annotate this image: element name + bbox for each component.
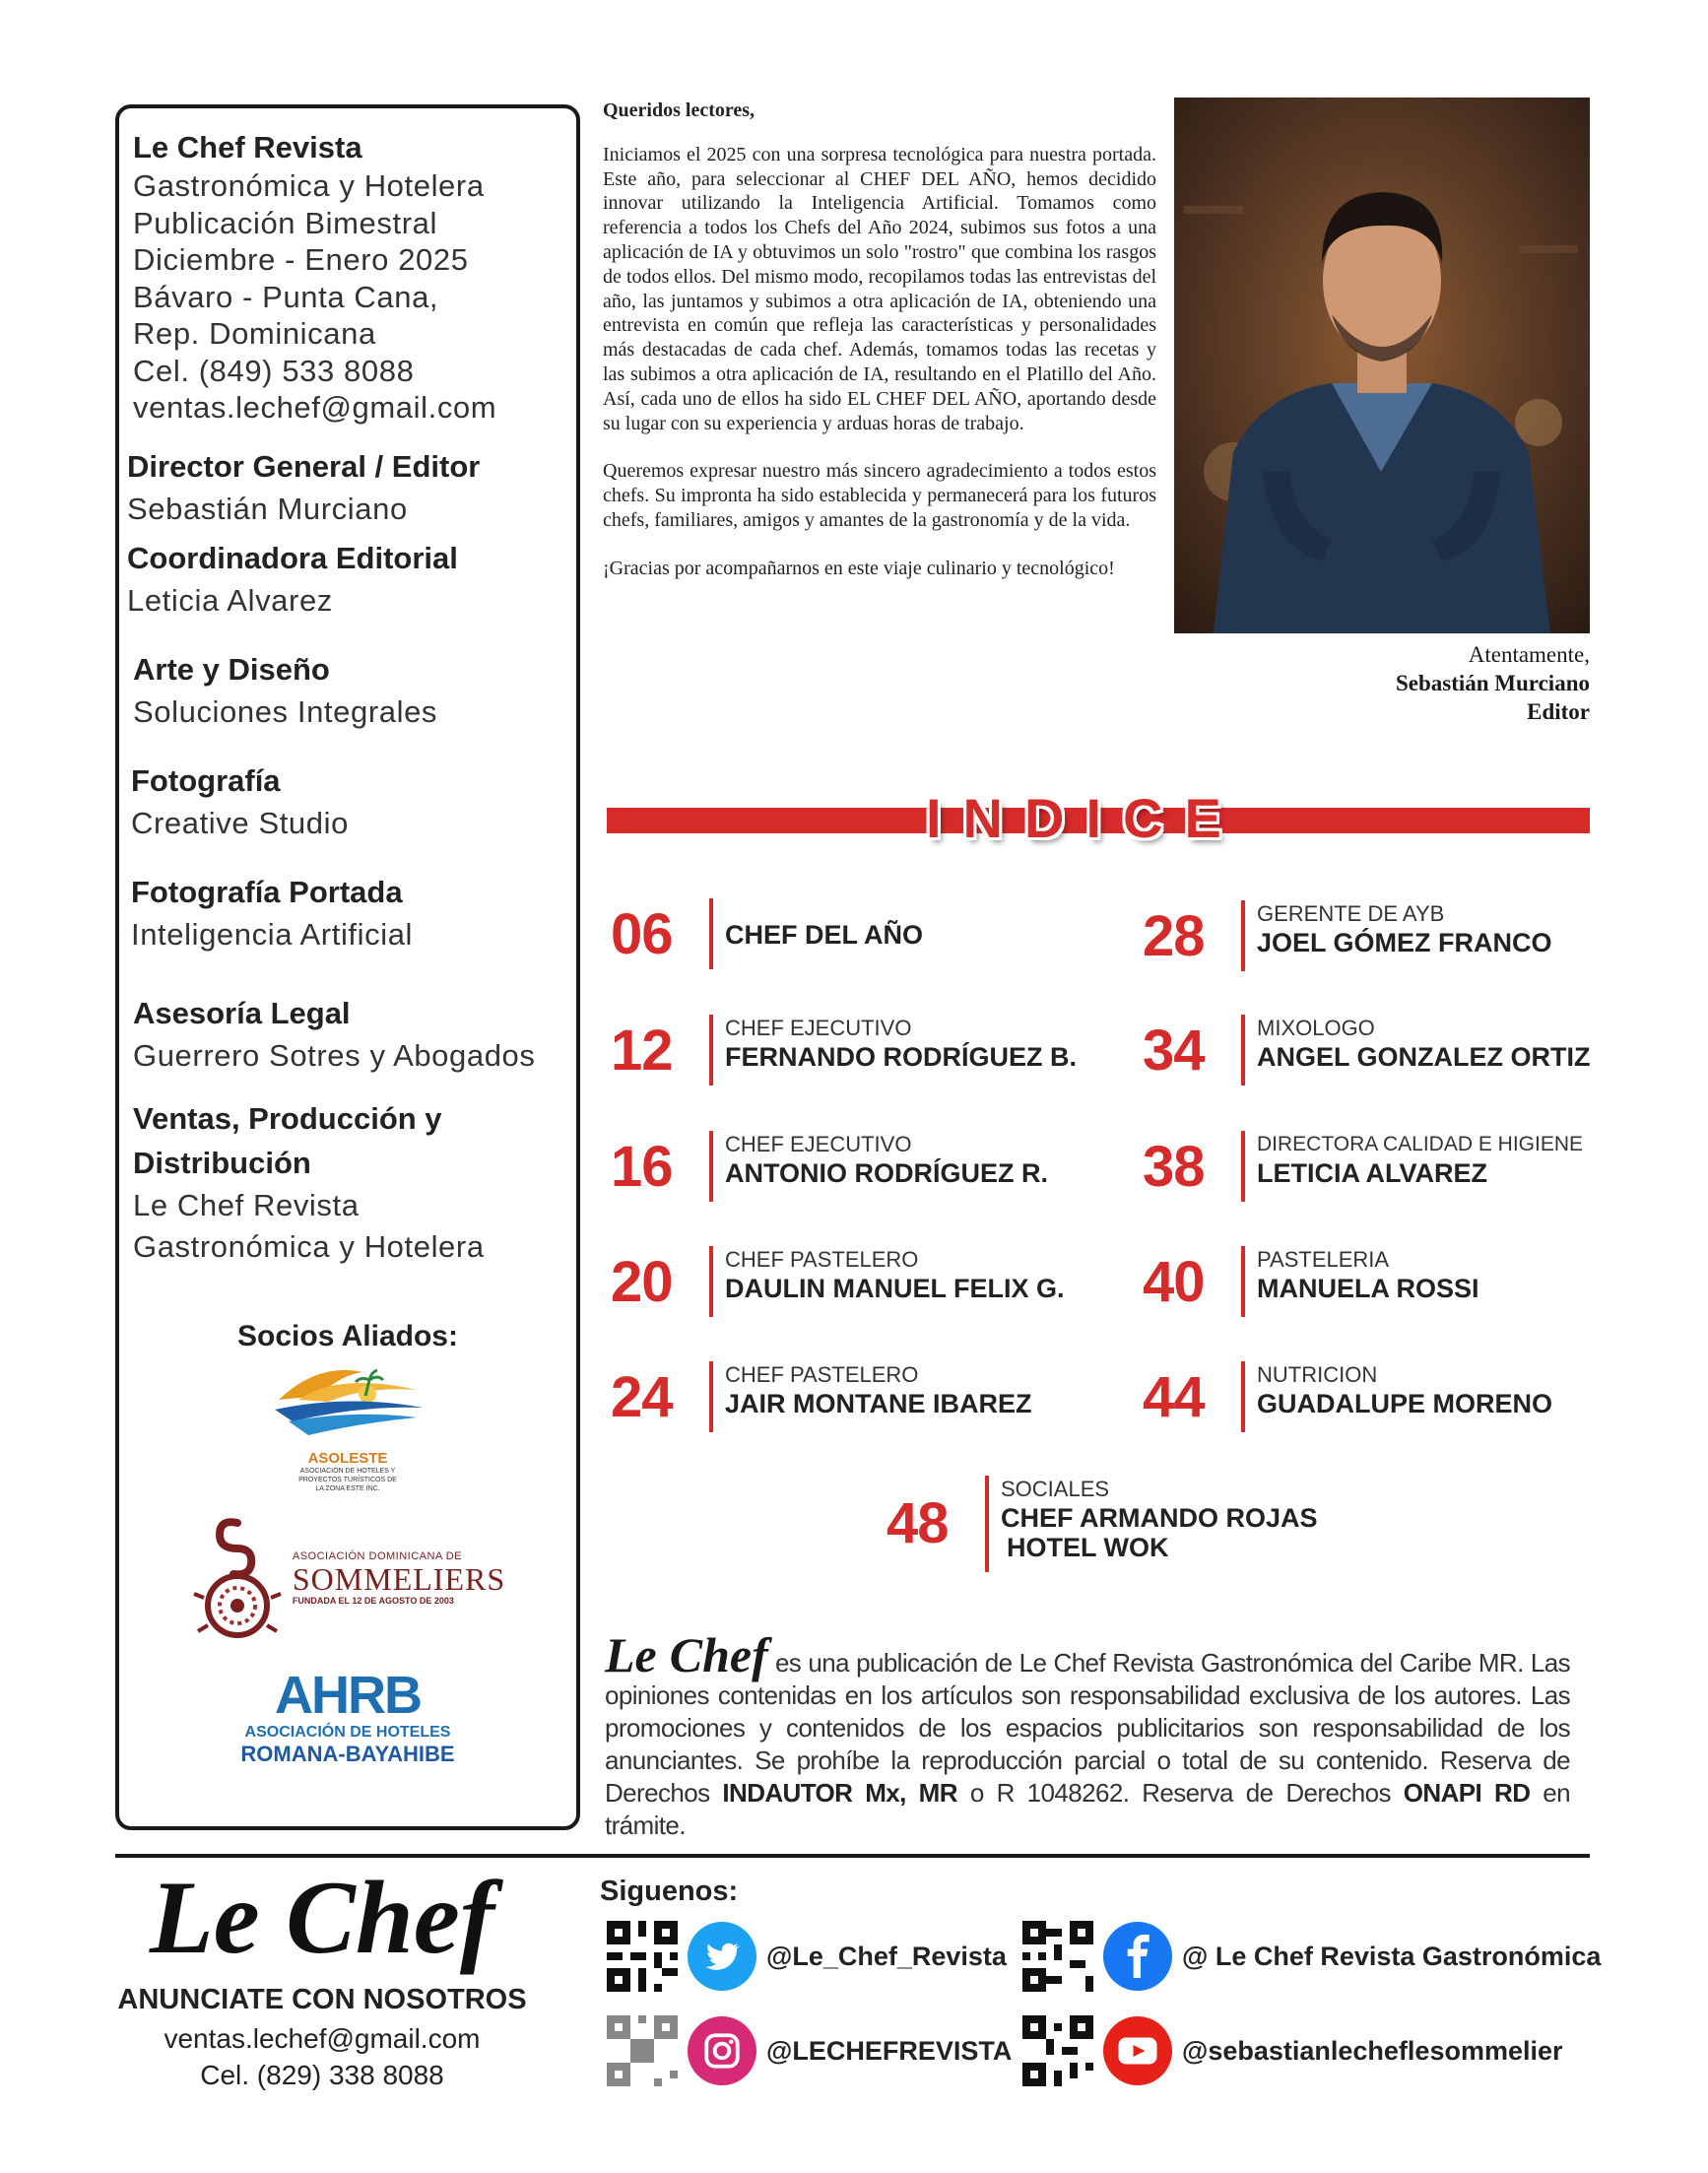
indice-name-line2: HOTEL WOK bbox=[1007, 1533, 1169, 1562]
letter-greeting: Queridos lectores, bbox=[603, 99, 755, 121]
ahrb-logo bbox=[119, 1667, 576, 1767]
asoleste-name: ASOLESTE bbox=[307, 1450, 388, 1467]
asoleste-sub: PROYECTOS TURÍSTICOS DE bbox=[298, 1477, 397, 1483]
credits-panel bbox=[115, 104, 580, 1830]
credit-role: Fotografía bbox=[131, 762, 281, 798]
publication-info bbox=[133, 128, 562, 427]
credit-role: Director General / Editor bbox=[127, 448, 481, 484]
indice-page: 44 bbox=[1143, 1365, 1205, 1429]
asoleste-emblem bbox=[269, 1356, 427, 1443]
follow-title: Siguenos: bbox=[600, 1876, 739, 1907]
indice-page: 48 bbox=[887, 1491, 949, 1555]
socios-title: Socios Aliados: bbox=[237, 1320, 458, 1352]
disclaimer-text: es una publicación de Le Chef Revista Gastronómica del Caribe MR. Las opiniones contenidas en los artículos son responsabilidad exclusiva de los autores. Las promociones y contenidos de los espacios publicitarios son responsabilidad de los anunciantes. Se prohíbe la reproducción parcial o total de su contenido. Reserva de Derechos bbox=[605, 1648, 1571, 1808]
indice-name: GUADALUPE MORENO bbox=[1257, 1389, 1553, 1418]
indice-name: LETICIA ALVAREZ bbox=[1257, 1158, 1487, 1188]
indice-name: FERNANDO RODRÍGUEZ B. bbox=[725, 1042, 1077, 1072]
signoff-greeting: Atentamente, bbox=[1468, 642, 1590, 667]
indice-divider bbox=[709, 1361, 713, 1432]
indice-divider bbox=[709, 1246, 713, 1317]
facebook-icon bbox=[1103, 1922, 1172, 1991]
ahrb-big: AHRB bbox=[275, 1666, 421, 1725]
credit-name: Inteligencia Artificial bbox=[131, 916, 414, 952]
indice-page: 06 bbox=[611, 902, 673, 966]
indice-category: CHEF PASTELERO bbox=[725, 1362, 919, 1387]
instagram-handle: @LECHEFREVISTA bbox=[766, 2035, 1013, 2066]
footer-cta: ANUNCIATE CON NOSOTROS bbox=[117, 1984, 527, 2015]
credit-role: Fotografía Portada bbox=[131, 874, 403, 909]
qr-code-icon bbox=[1022, 2015, 1093, 2086]
indice-page: 24 bbox=[611, 1365, 673, 1429]
indice-divider bbox=[709, 1131, 713, 1202]
credit-role: Coordinadora Editorial bbox=[127, 540, 458, 575]
credit-name: Sebastián Murciano bbox=[127, 491, 408, 526]
indice-page: 20 bbox=[611, 1250, 673, 1314]
footer-brand-logo: Le Chef bbox=[149, 1860, 495, 1975]
credit-name: Le Chef Revista bbox=[133, 1187, 360, 1222]
disclaimer bbox=[605, 1627, 1571, 1842]
footer-phone: Cel. (829) 338 8088 bbox=[200, 2060, 444, 2090]
indice-name: ANGEL GONZALEZ ORTIZ bbox=[1257, 1042, 1591, 1072]
social-facebook[interactable] bbox=[1022, 1919, 1601, 1994]
indice-category: PASTELERIA bbox=[1257, 1247, 1390, 1272]
indice-divider bbox=[1241, 1361, 1245, 1432]
disclaimer-bold: ONAPI RD bbox=[1403, 1778, 1531, 1808]
ahrb-line1: ASOCIACIÓN DE HOTELES bbox=[244, 1724, 451, 1741]
letter-closing: ¡Gracias por acompañarnos en este viaje culinario y tecnológico! bbox=[603, 557, 1115, 579]
credit-name: Leticia Alvarez bbox=[127, 582, 333, 618]
qr-code-icon bbox=[607, 2015, 678, 2086]
credit-role: Asesoría Legal bbox=[133, 995, 351, 1030]
asoleste-sub: ASOCIACIÓN DE HOTELES Y bbox=[299, 1468, 396, 1475]
youtube-handle: @sebastianlecheflesommelier bbox=[1182, 2035, 1563, 2066]
letter-paragraph: Queremos expresar nuestro más sincero agradecimiento a todos estos chefs. Su impronta ha sido establecida y permanecerá para los futuros chefs, familiares, amigos y amantes de la gastronomía y de la vida. bbox=[603, 460, 1156, 531]
qr-code-icon bbox=[1022, 1921, 1093, 1992]
sommeliers-big: SOMMELIERS bbox=[292, 1561, 506, 1597]
indice-category: CHEF PASTELERO bbox=[725, 1247, 919, 1272]
indice-divider bbox=[1241, 1015, 1245, 1086]
credit-name: Creative Studio bbox=[131, 805, 349, 840]
credit-director bbox=[127, 444, 562, 530]
indice-page: 12 bbox=[611, 1019, 673, 1083]
asoleste-logo bbox=[119, 1356, 576, 1493]
twitter-icon bbox=[688, 1922, 756, 1991]
indice-category: SOCIALES bbox=[1001, 1477, 1110, 1501]
credit-name: Gastronómica y Hotelera bbox=[133, 1228, 485, 1264]
credit-name: Guerrero Sotres y Abogados bbox=[133, 1037, 536, 1073]
indice-page: 34 bbox=[1143, 1019, 1205, 1083]
indice-category: GERENTE DE AYB bbox=[1257, 901, 1445, 926]
indice-page: 28 bbox=[1143, 904, 1205, 968]
publication-line: Gastronómica y Hotelera bbox=[133, 168, 485, 203]
footer-divider bbox=[115, 1854, 1590, 1858]
instagram-icon bbox=[688, 2016, 756, 2085]
indice-divider bbox=[1241, 900, 1245, 971]
credit-asesoria-legal bbox=[133, 991, 562, 1077]
disclaimer-brand: Le Chef bbox=[605, 1627, 768, 1682]
publication-phone: Cel. (849) 533 8088 bbox=[133, 353, 415, 388]
indice-name: DAULIN MANUEL FELIX G. bbox=[725, 1274, 1065, 1303]
publication-email[interactable]: ventas.lechef@gmail.com bbox=[133, 390, 497, 425]
youtube-icon bbox=[1103, 2016, 1172, 2085]
indice-category: CHEF EJECUTIVO bbox=[725, 1132, 912, 1156]
indice-divider bbox=[709, 898, 713, 969]
credit-arte bbox=[133, 647, 562, 733]
footer-email[interactable]: ventas.lechef@gmail.com bbox=[164, 2023, 481, 2054]
publication-line: Diciembre - Enero 2025 bbox=[133, 242, 469, 277]
credit-coordinadora bbox=[127, 536, 562, 622]
indice-category: DIRECTORA CALIDAD E HIGIENE bbox=[1257, 1133, 1584, 1155]
social-twitter[interactable] bbox=[607, 1919, 1007, 1994]
sommeliers-logo bbox=[119, 1515, 576, 1641]
twitter-handle: @Le_Chef_Revista bbox=[766, 1941, 1007, 1971]
credit-name: Soluciones Integrales bbox=[133, 693, 438, 729]
editorial-letter bbox=[603, 99, 1156, 605]
indice-page: 16 bbox=[611, 1135, 673, 1199]
credit-fotografia bbox=[131, 758, 562, 844]
publication-line: Bávaro - Punta Cana, bbox=[133, 279, 439, 314]
indice-divider bbox=[1241, 1131, 1245, 1202]
disclaimer-text: o R 1048262. Reserva de Derechos bbox=[956, 1778, 1404, 1808]
indice-name: JAIR MONTANE IBAREZ bbox=[725, 1389, 1032, 1418]
indice-divider bbox=[1241, 1246, 1245, 1317]
credit-ventas bbox=[133, 1096, 485, 1268]
indice-name: JOEL GÓMEZ FRANCO bbox=[1257, 928, 1552, 957]
indice-name: CHEF DEL AÑO bbox=[725, 920, 924, 950]
indice-name: ANTONIO RODRÍGUEZ R. bbox=[725, 1158, 1049, 1188]
facebook-handle: @ Le Chef Revista Gastronómica bbox=[1182, 1941, 1602, 1971]
publication-line: Publicación Bimestral bbox=[133, 205, 437, 240]
sommeliers-emblem bbox=[190, 1515, 285, 1641]
disclaimer-bold: INDAUTOR Mx, MR bbox=[722, 1778, 957, 1808]
ahrb-line2: ROMANA-BAYAHIBE bbox=[240, 1742, 455, 1766]
social-youtube[interactable] bbox=[1022, 2013, 1563, 2088]
sommeliers-foot: FUNDADA EL 12 DE AGOSTO DE 2003 bbox=[292, 1596, 454, 1606]
publication-title: Le Chef Revista bbox=[133, 130, 362, 165]
qr-code-icon bbox=[607, 1921, 678, 1992]
indice-name: MANUELA ROSSI bbox=[1257, 1274, 1479, 1303]
indice-page: 38 bbox=[1143, 1135, 1205, 1199]
indice-name: CHEF ARMANDO ROJAS bbox=[1001, 1503, 1318, 1533]
indice-category: MIXOLOGO bbox=[1257, 1016, 1375, 1040]
letter-paragraph: Iniciamos el 2025 con una sorpresa tecnológica para nuestra portada. Este año, para seleccionar al CHEF DEL AÑO, hemos decidido innovar utilizando la Inteligencia Artificial. Tomamos como referencia a todos los Chefs del Año 2024, subimos sus fotos a una aplicación de IA y obtuvimos un solo "rostro" que combina los rasgos de todos ellos. Del mismo modo, recopilamos todas las entrevistas del año, las juntamos y subimos a otra aplicación de IA, obteniendo una entrevista en común que refleja las características y personalidades más destacadas de cada chef. Además, tomamos todas las recetas y las subimos a otra aplicación de IA, resultando en el Platillo del Año. Así, cada uno de ellos ha sido EL CHEF DEL AÑO, aportando desde su lugar con su experiencia y arduas horas de trabajo. bbox=[603, 143, 1156, 434]
credit-role: Arte y Diseño bbox=[133, 651, 330, 687]
indice-category: NUTRICION bbox=[1257, 1362, 1378, 1387]
indice-category: CHEF EJECUTIVO bbox=[725, 1016, 912, 1040]
indice-divider bbox=[709, 1015, 713, 1086]
disclaimer-text: en trámite. bbox=[605, 1778, 1571, 1840]
publication-line: Rep. Dominicana bbox=[133, 316, 376, 351]
signoff-name: Sebastián Murciano bbox=[1395, 671, 1590, 695]
indice-title: INDICE bbox=[926, 787, 1243, 849]
indice-divider bbox=[985, 1476, 989, 1572]
sommeliers-small: ASOCIACIÓN DOMINICANA DE bbox=[292, 1550, 463, 1562]
social-instagram[interactable] bbox=[607, 2013, 1012, 2088]
indice-page: 40 bbox=[1143, 1250, 1205, 1314]
credit-role: Ventas, Producción y Distribución bbox=[133, 1100, 442, 1180]
asoleste-sub: LA ZONA ESTE INC. bbox=[315, 1485, 380, 1492]
letter-signoff bbox=[1281, 640, 1590, 726]
signoff-role: Editor bbox=[1527, 699, 1590, 724]
credit-fotografia-portada bbox=[131, 870, 562, 955]
editor-portrait bbox=[1174, 98, 1590, 633]
